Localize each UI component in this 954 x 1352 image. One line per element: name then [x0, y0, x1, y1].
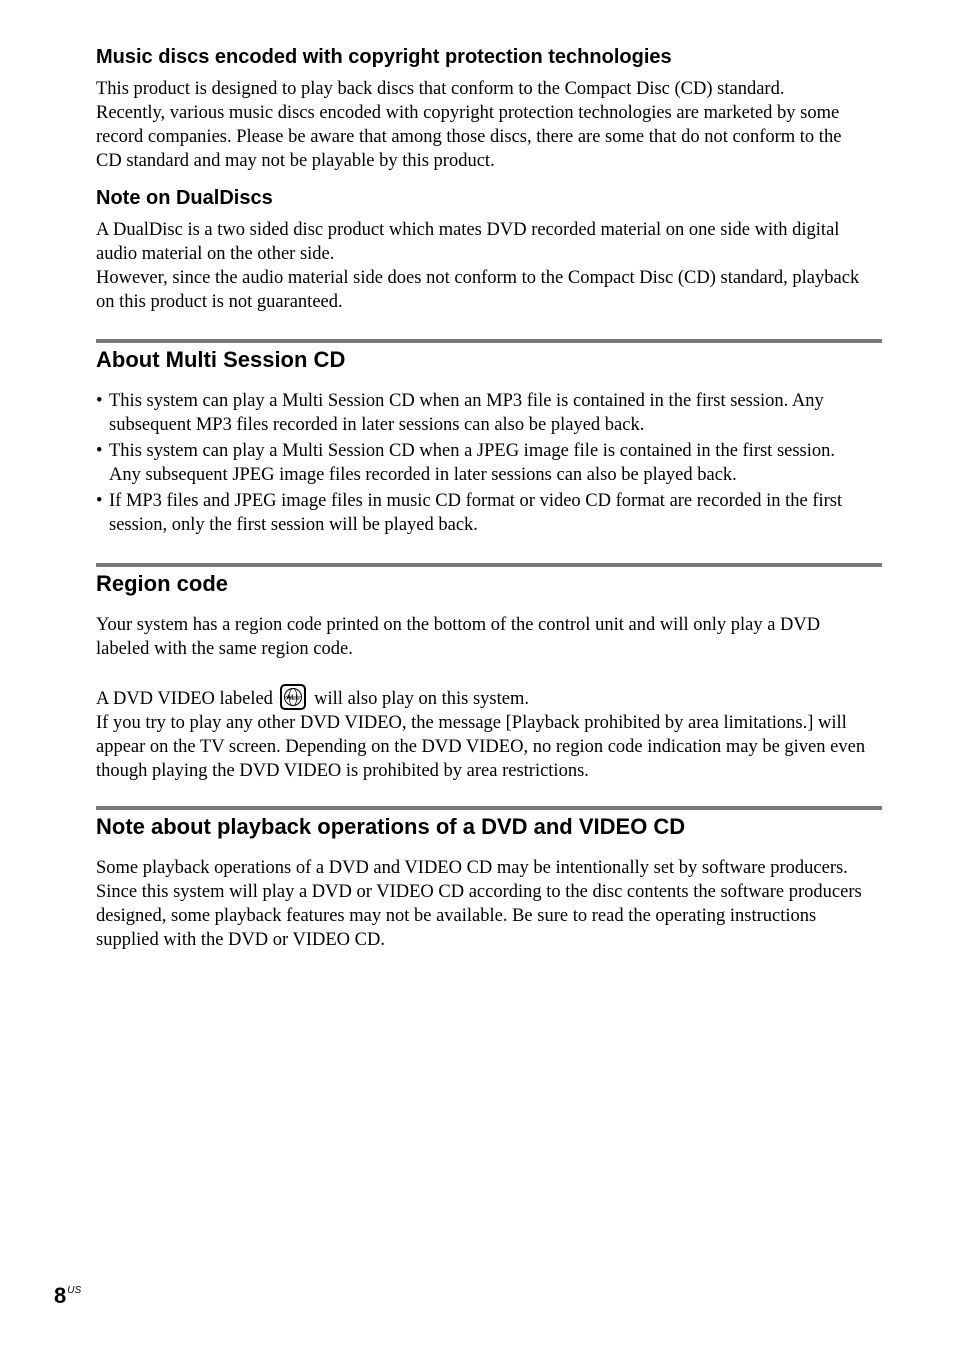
region-heading: Region code	[96, 571, 229, 596]
text-line: CD standard and may not be playable by this product.	[96, 151, 495, 171]
multisession-list	[96, 389, 882, 539]
list-item	[96, 489, 882, 537]
text-line: on this product is not guaranteed.	[96, 292, 343, 312]
text-line: This system can play a Multi Session CD when an MP3 file is contained in the first session. Any	[109, 391, 824, 411]
text-line: If you try to play any other DVD VIDEO, the message [Playback prohibited by area limitations.] will	[96, 713, 847, 733]
text-line: Recently, various music discs encoded with copyright protection technologies are marketed by some	[96, 103, 840, 123]
text-line: designed, some playback features may not be available. Be sure to read the operating instructions	[96, 906, 817, 926]
playback-heading: Note about playback operations of a DVD and VIDEO CD	[96, 814, 686, 839]
svg-text:ALL: ALL	[285, 694, 300, 702]
text-line: However, since the audio material side does not conform to the Compact Disc (CD) standard, playback	[96, 268, 860, 288]
bullet-icon: •	[96, 491, 103, 511]
bullet-icon: •	[96, 441, 103, 461]
text-line: Some playback operations of a DVD and VIDEO CD may be intentionally set by software producers.	[96, 858, 848, 878]
copyright-heading: Music discs encoded with copyright protection technologies	[96, 46, 672, 68]
multisession-heading: About Multi Session CD	[96, 347, 346, 372]
text-line: session, only the first session will be played back.	[109, 515, 478, 535]
text-line: subsequent MP3 files recorded in later sessions can also be played back.	[109, 415, 645, 435]
copyright-paragraph	[96, 77, 882, 173]
dualdisc-heading: Note on DualDiscs	[96, 187, 273, 209]
section-divider	[96, 563, 882, 567]
text-line: Your system has a region code printed on the bottom of the control unit and will only play a DVD	[96, 615, 821, 635]
text-line: This product is designed to play back discs that conform to the Compact Disc (CD) standard.	[96, 79, 785, 99]
bullet-icon: •	[96, 391, 103, 411]
text-line: labeled with the same region code.	[96, 639, 353, 659]
playback-paragraph	[96, 856, 882, 952]
text-line: though playing the DVD VIDEO is prohibited by area restrictions.	[96, 761, 589, 781]
text-line: If MP3 files and JPEG image files in music CD format or video CD format are recorded in the first	[109, 491, 843, 511]
section-divider	[96, 339, 882, 343]
region-paragraph	[96, 613, 882, 661]
text-line: Since this system will play a DVD or VIDEO CD according to the disc contents the software producers	[96, 882, 862, 902]
dualdisc-paragraph	[96, 218, 882, 314]
text-line: This system can play a Multi Session CD when a JPEG image file is contained in the first session.	[109, 441, 836, 461]
page-number: $8^{US}$	[54, 1283, 82, 1308]
section-divider	[96, 806, 882, 810]
text-line: A DualDisc is a two sided disc product which mates DVD recorded material on one side with digital	[96, 220, 840, 240]
region-all-icon	[280, 684, 306, 710]
text-line: Any subsequent JPEG image files recorded in later sessions can also be played back.	[109, 465, 737, 485]
text-line: supplied with the DVD or VIDEO CD.	[96, 930, 385, 950]
text-line	[96, 684, 882, 711]
region-details	[96, 684, 882, 783]
text-line: record companies. Please be aware that among those discs, there are some that do not conform to the	[96, 127, 842, 147]
text-line: audio material on the other side.	[96, 244, 335, 264]
list-item	[96, 389, 882, 437]
labeled-after-text: will also play on this system.	[314, 689, 529, 709]
labeled-before-text: A DVD VIDEO labeled	[96, 689, 273, 709]
region-suffix: US	[67, 1285, 82, 1296]
list-item	[96, 439, 882, 487]
text-line: appear on the TV screen. Depending on the DVD VIDEO, no region code indication may be given even	[96, 737, 866, 757]
